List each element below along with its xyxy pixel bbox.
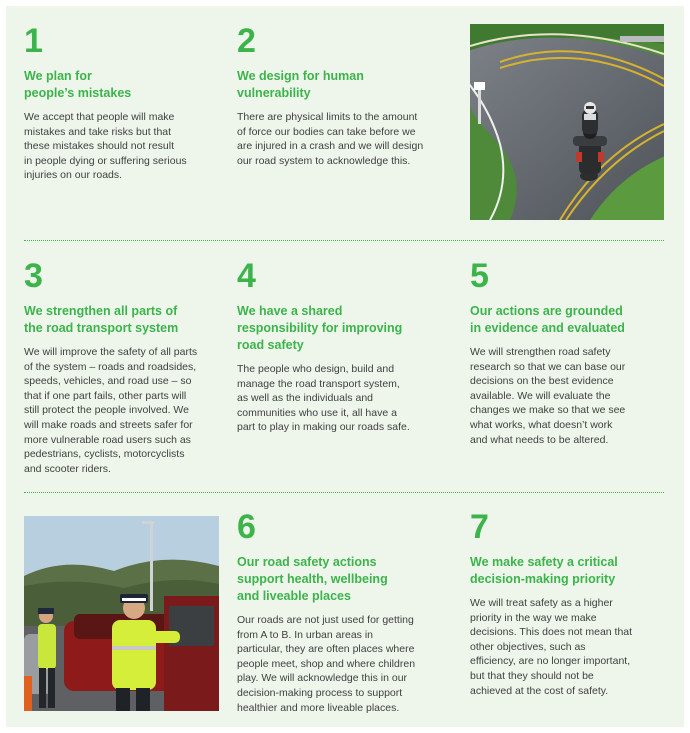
- principle-2: [237, 24, 452, 168]
- principle-heading: We have a shared responsibility for improving road safety: [237, 304, 403, 352]
- principle-body: We will treat safety as a higher priority in the way we make decisions. This does not mean that other objectives, such as efficiency, are no longer important, but that they should not be achieved at the cost of safety.: [470, 597, 633, 697]
- principle-number: 7: [470, 508, 488, 546]
- section-divider: [24, 240, 664, 241]
- principle-7: [470, 510, 664, 698]
- principle-5: [470, 259, 664, 447]
- police-checkpoint-photo: [24, 516, 219, 711]
- principle-heading: We strengthen all parts of the road transport system: [24, 304, 179, 335]
- principle-heading: Our actions are grounded in evidence and evaluated: [470, 304, 625, 335]
- principle-6: [237, 510, 452, 715]
- principle-number: 6: [237, 508, 255, 546]
- principle-body: We will strengthen road safety research so that we can base our decisions on the best evidence available. We will evaluate the changes we make so that we see what works, what doesn’t work and what needs to be altered.: [470, 346, 626, 446]
- principle-number: 5: [470, 257, 488, 295]
- principle-body: The people who design, build and manage the road transport system, as well as the individuals and communities who use it, all have a part to play in making our roads safe.: [237, 363, 410, 434]
- principle-number: 1: [24, 22, 42, 60]
- principle-1: [24, 24, 224, 183]
- principle-heading: Our road safety actions support health, wellbeing and liveable places: [237, 555, 388, 603]
- principle-body: We accept that people will make mistakes and take risks but that these mistakes should not result in people dying or suffering serious injuries on our roads.: [24, 111, 187, 182]
- principle-number: 3: [24, 257, 42, 295]
- principle-body: We will improve the safety of all parts of the system – roads and roadsides, speeds, vehicles, and road use – so that if one part fails, other parts will still protect the people involved. We will make roads and streets safer for more vulnerable road users such as pedestrians, cyclists, motorcyclists and scooter riders.: [24, 346, 198, 475]
- principle-body: There are physical limits to the amount of force our bodies can take before we are injured in a crash and we will design our road system to acknowledge this.: [237, 111, 424, 167]
- principle-3: [24, 259, 224, 476]
- motorcycle-photo: [470, 24, 664, 220]
- section-divider: [24, 492, 664, 493]
- principle-body: Our roads are not just used for getting from A to B. In urban areas in particular, they are often places where people meet, shop and where children play. We will acknowledge this in our decision-making process to support healthier and more liveable places.: [237, 614, 416, 714]
- principle-4: [237, 259, 447, 435]
- principle-number: 2: [237, 22, 255, 60]
- principle-heading: We make safety a critical decision-making priority: [470, 555, 618, 586]
- principle-heading: We plan for people’s mistakes: [24, 69, 132, 100]
- principle-number: 4: [237, 257, 255, 295]
- principle-heading: We design for human vulnerability: [237, 69, 364, 100]
